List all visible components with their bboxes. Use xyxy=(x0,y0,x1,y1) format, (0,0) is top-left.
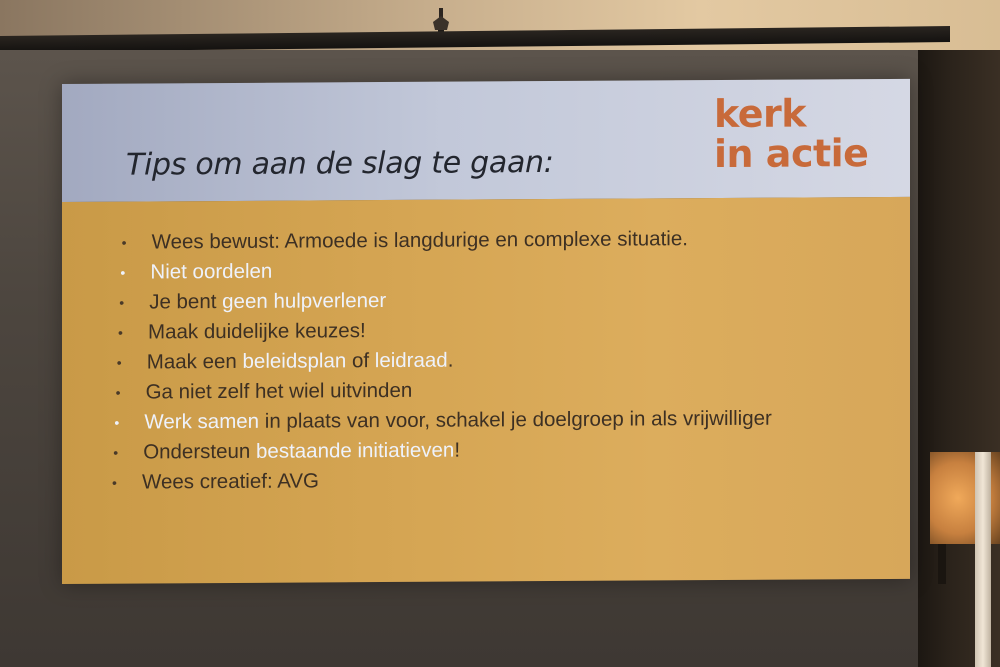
bullet-dot-icon: • xyxy=(113,444,119,461)
bullet-dot-icon: • xyxy=(116,354,122,371)
bullet-item xyxy=(118,224,772,258)
bullet-item xyxy=(108,464,772,498)
bullet-item xyxy=(114,314,772,348)
bullet-dot-icon: • xyxy=(118,324,123,341)
bullet-item xyxy=(112,374,772,408)
bullet-text: Maak een xyxy=(146,349,243,374)
highlighted-text: Niet oordelen xyxy=(150,259,273,284)
bullet-text: Je bent xyxy=(149,290,223,314)
bullet-text: Wees bewust: Armoede is langdurige en complexe situatie. xyxy=(151,227,688,254)
logo-line-2: in actie xyxy=(714,131,869,177)
bullet-text: . xyxy=(447,348,454,372)
highlighted-text: geen hulpverlener xyxy=(222,289,387,314)
bullet-item xyxy=(116,254,771,288)
highlighted-text: Werk samen xyxy=(144,409,260,434)
bullet-dot-icon: • xyxy=(114,414,120,431)
bullet-dot-icon: • xyxy=(120,264,126,281)
bullet-dot-icon: • xyxy=(112,474,117,491)
bullet-item xyxy=(113,344,772,378)
presentation-slide xyxy=(62,79,910,584)
bullet-dot-icon: • xyxy=(119,294,125,311)
bullet-item xyxy=(110,404,771,438)
slide-title: Tips om aan de slag te gaan: xyxy=(126,144,554,183)
bullet-text: Wees creatief: AVG xyxy=(142,469,319,494)
bullet-item xyxy=(109,434,772,468)
highlighted-text: bestaande initiatieven xyxy=(256,438,455,463)
bullet-dot-icon: • xyxy=(115,384,121,401)
bullet-dot-icon: • xyxy=(121,234,127,251)
lamp-stand xyxy=(938,544,946,584)
bullet-item xyxy=(115,284,772,318)
slide-header xyxy=(62,79,910,202)
bullet-text: of xyxy=(346,349,375,373)
bullet-text: in plaats van voor, schakel je doelgroep in als vrijwilliger xyxy=(259,406,772,433)
bullet-list xyxy=(108,224,772,498)
highlighted-text: leidraad xyxy=(374,348,448,373)
bullet-text: ! xyxy=(454,438,461,462)
logo-line-1: kerk xyxy=(714,91,807,137)
bullet-text: Maak duidelijke keuzes! xyxy=(148,319,366,344)
screen-stand-pole xyxy=(975,452,991,667)
bullet-text: Ondersteun xyxy=(143,439,257,464)
kerk-in-actie-logo xyxy=(714,93,894,184)
highlighted-text: beleidsplan xyxy=(242,349,347,373)
bullet-text: Ga niet zelf het wiel uitvinden xyxy=(145,378,413,404)
